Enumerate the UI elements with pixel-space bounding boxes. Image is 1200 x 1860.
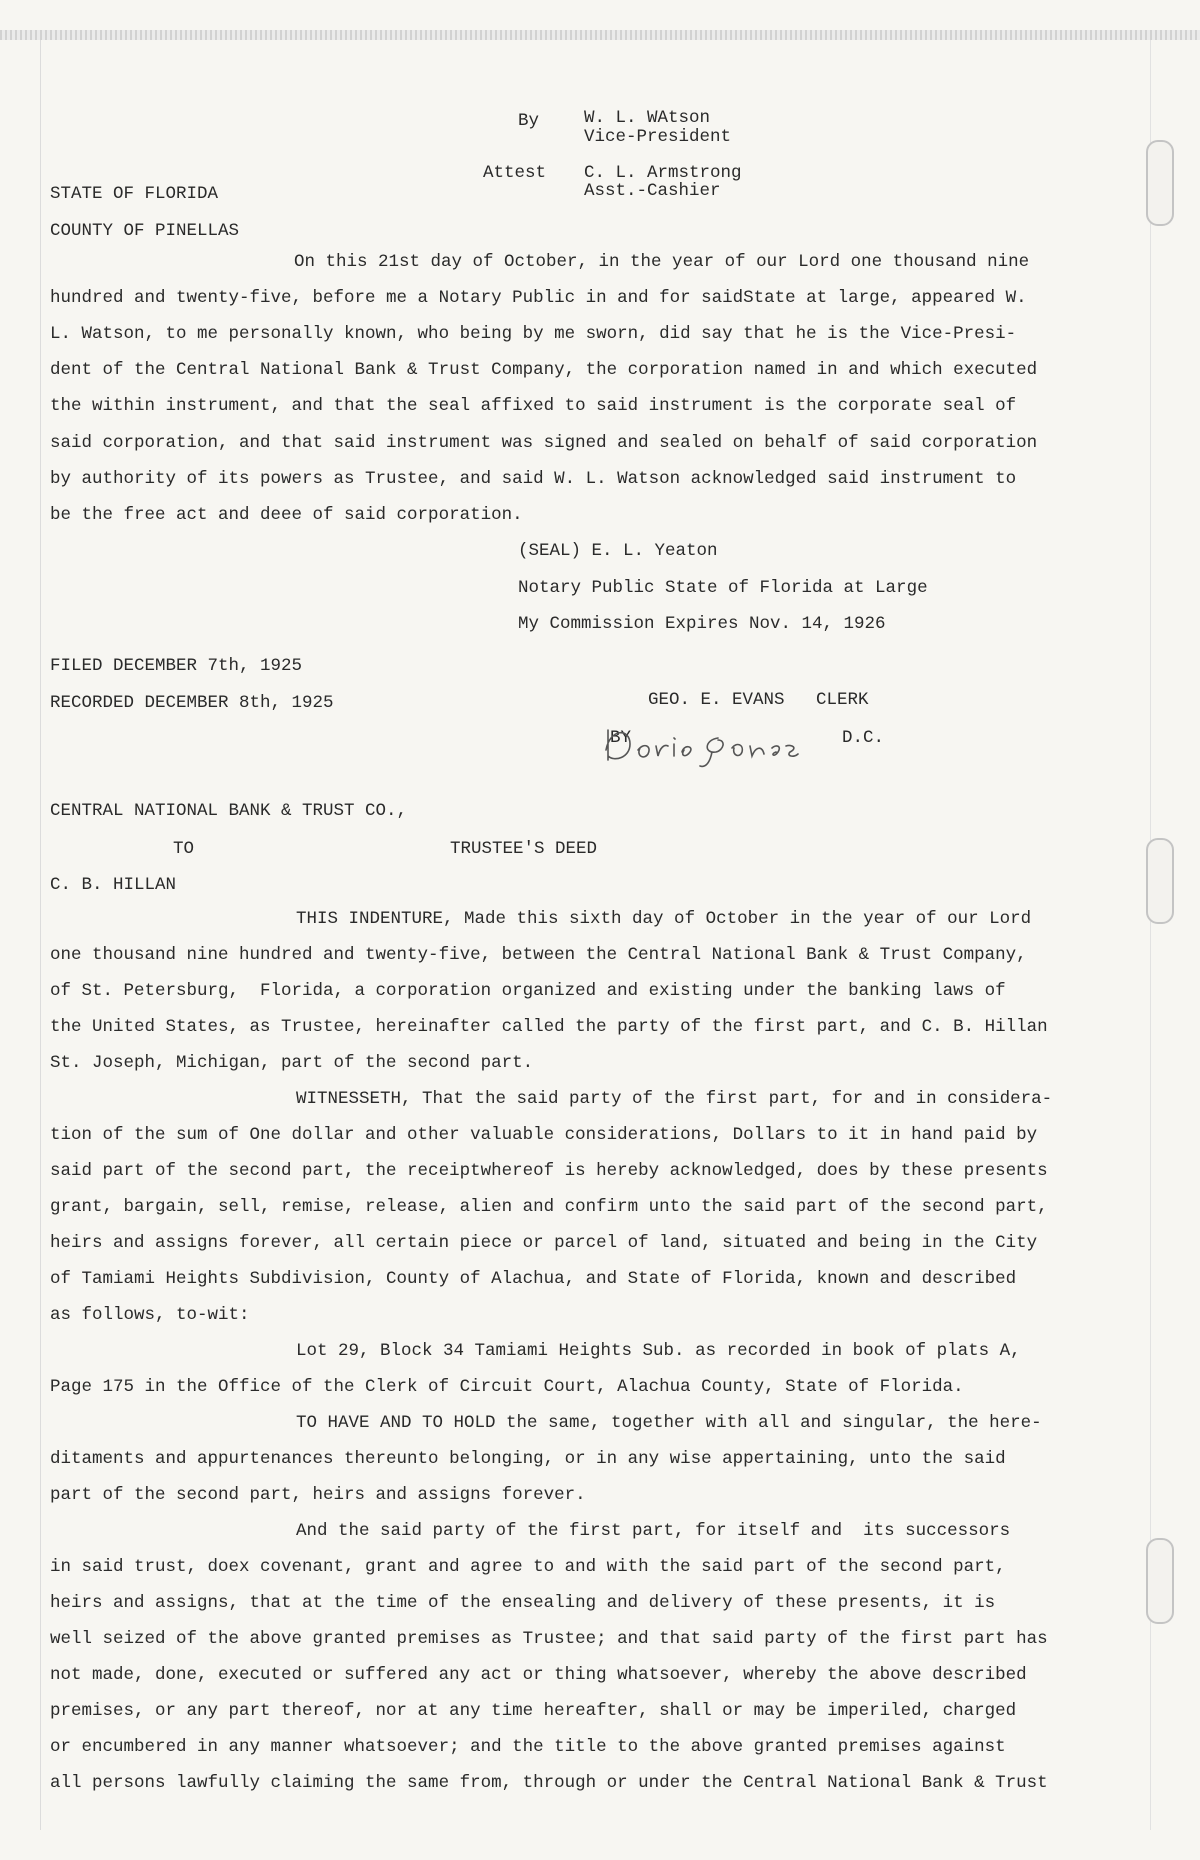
binder-hole-icon — [1146, 140, 1174, 226]
attest-label: Attest — [483, 163, 547, 183]
acknowledgment-line: be the free act and deee of said corporation. — [50, 505, 523, 525]
signer-name: W. L. WAtson — [584, 108, 711, 128]
deed-body-line: ditaments and appurtenances thereunto belonging, or in any wise appertaining, unto the said — [50, 1449, 1006, 1469]
deed-body-line: one thousand nine hundred and twenty-five, between the Central National Bank & Trust Company, — [50, 945, 1027, 965]
scan-top-band — [0, 30, 1200, 40]
notary-commission: My Commission Expires Nov. 14, 1926 — [518, 614, 886, 634]
deed-body-line: well seized of the above granted premises as Trustee; and that said party of the first part has — [50, 1629, 1048, 1649]
acknowledgment-line: by authority of its powers as Trustee, and said W. L. Watson acknowledged said instrument to — [50, 469, 1017, 489]
county-heading: COUNTY OF PINELLAS — [50, 221, 240, 241]
deed-body-line: all persons lawfully claiming the same from, through or under the Central National Bank & Trust — [50, 1773, 1048, 1793]
legal-description-line: Page 175 in the Office of the Clerk of Circuit Court, Alachua County, State of Florida. — [50, 1377, 964, 1397]
deed-body-line: tion of the sum of One dollar and other valuable considerations, Dollars to it in hand paid by — [50, 1125, 1038, 1145]
notary-title: Notary Public State of Florida at Large — [518, 578, 928, 598]
acknowledgment-line: dent of the Central National Bank & Trust Company, the corporation named in and which executed — [50, 360, 1038, 380]
notary-seal: (SEAL) E. L. Yeaton — [518, 541, 718, 561]
deed-body-line: heirs and assigns forever, all certain piece or parcel of land, situated and being in the City — [50, 1233, 1038, 1253]
deed-body-line: WITNESSETH, That the said party of the first part, for and in considera- — [296, 1089, 1053, 1109]
deed-body-line: of Tamiami Heights Subdivision, County of Alachua, and State of Florida, known and described — [50, 1269, 1017, 1289]
clerk-name: GEO. E. EVANS CLERK — [648, 690, 869, 710]
deed-body-line: And the said party of the first part, for itself and its successors — [296, 1521, 1011, 1541]
grantor-heading: CENTRAL NATIONAL BANK & TRUST CO., — [50, 801, 408, 821]
binder-hole-icon — [1146, 1538, 1174, 1624]
state-heading: STATE OF FLORIDA — [50, 184, 219, 204]
clerk-by-label: BY — [610, 728, 632, 748]
deed-body-line: grant, bargain, sell, remise, release, alien and confirm unto the said part of the second part, — [50, 1197, 1048, 1217]
deed-body-line: in said trust, doex covenant, grant and agree to and with the said part of the second part, — [50, 1557, 1006, 1577]
deed-body-line: as follows, to-wit: — [50, 1305, 250, 1325]
filed-date: FILED DECEMBER 7th, 1925 — [50, 656, 303, 676]
deputy-suffix: D.C. — [842, 728, 885, 748]
to-label: TO — [173, 839, 195, 859]
deed-body-line: premises, or any part thereof, nor at any time hereafter, shall or may be imperiled, charged — [50, 1701, 1017, 1721]
attest-title: Asst.-Cashier — [584, 181, 721, 201]
deed-body-line: of St. Petersburg, Florida, a corporation organized and existing under the banking laws of — [50, 981, 1006, 1001]
acknowledgment-line: On this 21st day of October, in the year of our Lord one thousand nine — [294, 252, 1030, 272]
acknowledgment-line: hundred and twenty-five, before me a Notary Public in and for saidState at large, appeared W. — [50, 288, 1027, 308]
deed-body-line: THIS INDENTURE, Made this sixth day of October in the year of our Lord — [296, 909, 1032, 929]
deed-body-line: TO HAVE AND TO HOLD the same, together with all and singular, the here- — [296, 1413, 1042, 1433]
recorded-date: RECORDED DECEMBER 8th, 1925 — [50, 693, 334, 713]
legal-description-line: Lot 29, Block 34 Tamiami Heights Sub. as recorded in book of plats A, — [296, 1341, 1021, 1361]
left-margin-rule — [40, 40, 41, 1830]
acknowledgment-line: L. Watson, to me personally known, who being by me sworn, did say that he is the Vice-Presi- — [50, 324, 1017, 344]
deed-body-line: the United States, as Trustee, hereinafter called the party of the first part, and C. B. Hillan — [50, 1017, 1048, 1037]
deed-body-line: or encumbered in any manner whatsoever; and the title to the above granted premises against — [50, 1737, 1006, 1757]
deed-body-line: said part of the second part, the receiptwhereof is hereby acknowledged, does by these presents — [50, 1161, 1048, 1181]
deed-body-line: part of the second part, heirs and assigns forever. — [50, 1485, 586, 1505]
binder-hole-icon — [1146, 838, 1174, 924]
acknowledgment-line: said corporation, and that said instrument was signed and sealed on behalf of said corporation — [50, 433, 1038, 453]
by-label: By — [518, 111, 540, 131]
attest-name: C. L. Armstrong — [584, 163, 742, 183]
grantee-heading: C. B. HILLAN — [50, 875, 177, 895]
deed-body-line: heirs and assigns, that at the time of the ensealing and delivery of these presents, it is — [50, 1593, 996, 1613]
deed-body-line: St. Joseph, Michigan, part of the second part. — [50, 1053, 534, 1073]
deputy-signature — [600, 718, 840, 772]
deed-body-line: not made, done, executed or suffered any act or thing whatsoever, whereby the above described — [50, 1665, 1027, 1685]
acknowledgment-line: the within instrument, and that the seal affixed to said instrument is the corporate seal of — [50, 396, 1017, 416]
deed-type: TRUSTEE'S DEED — [450, 839, 598, 859]
signer-title: Vice-President — [584, 127, 732, 147]
